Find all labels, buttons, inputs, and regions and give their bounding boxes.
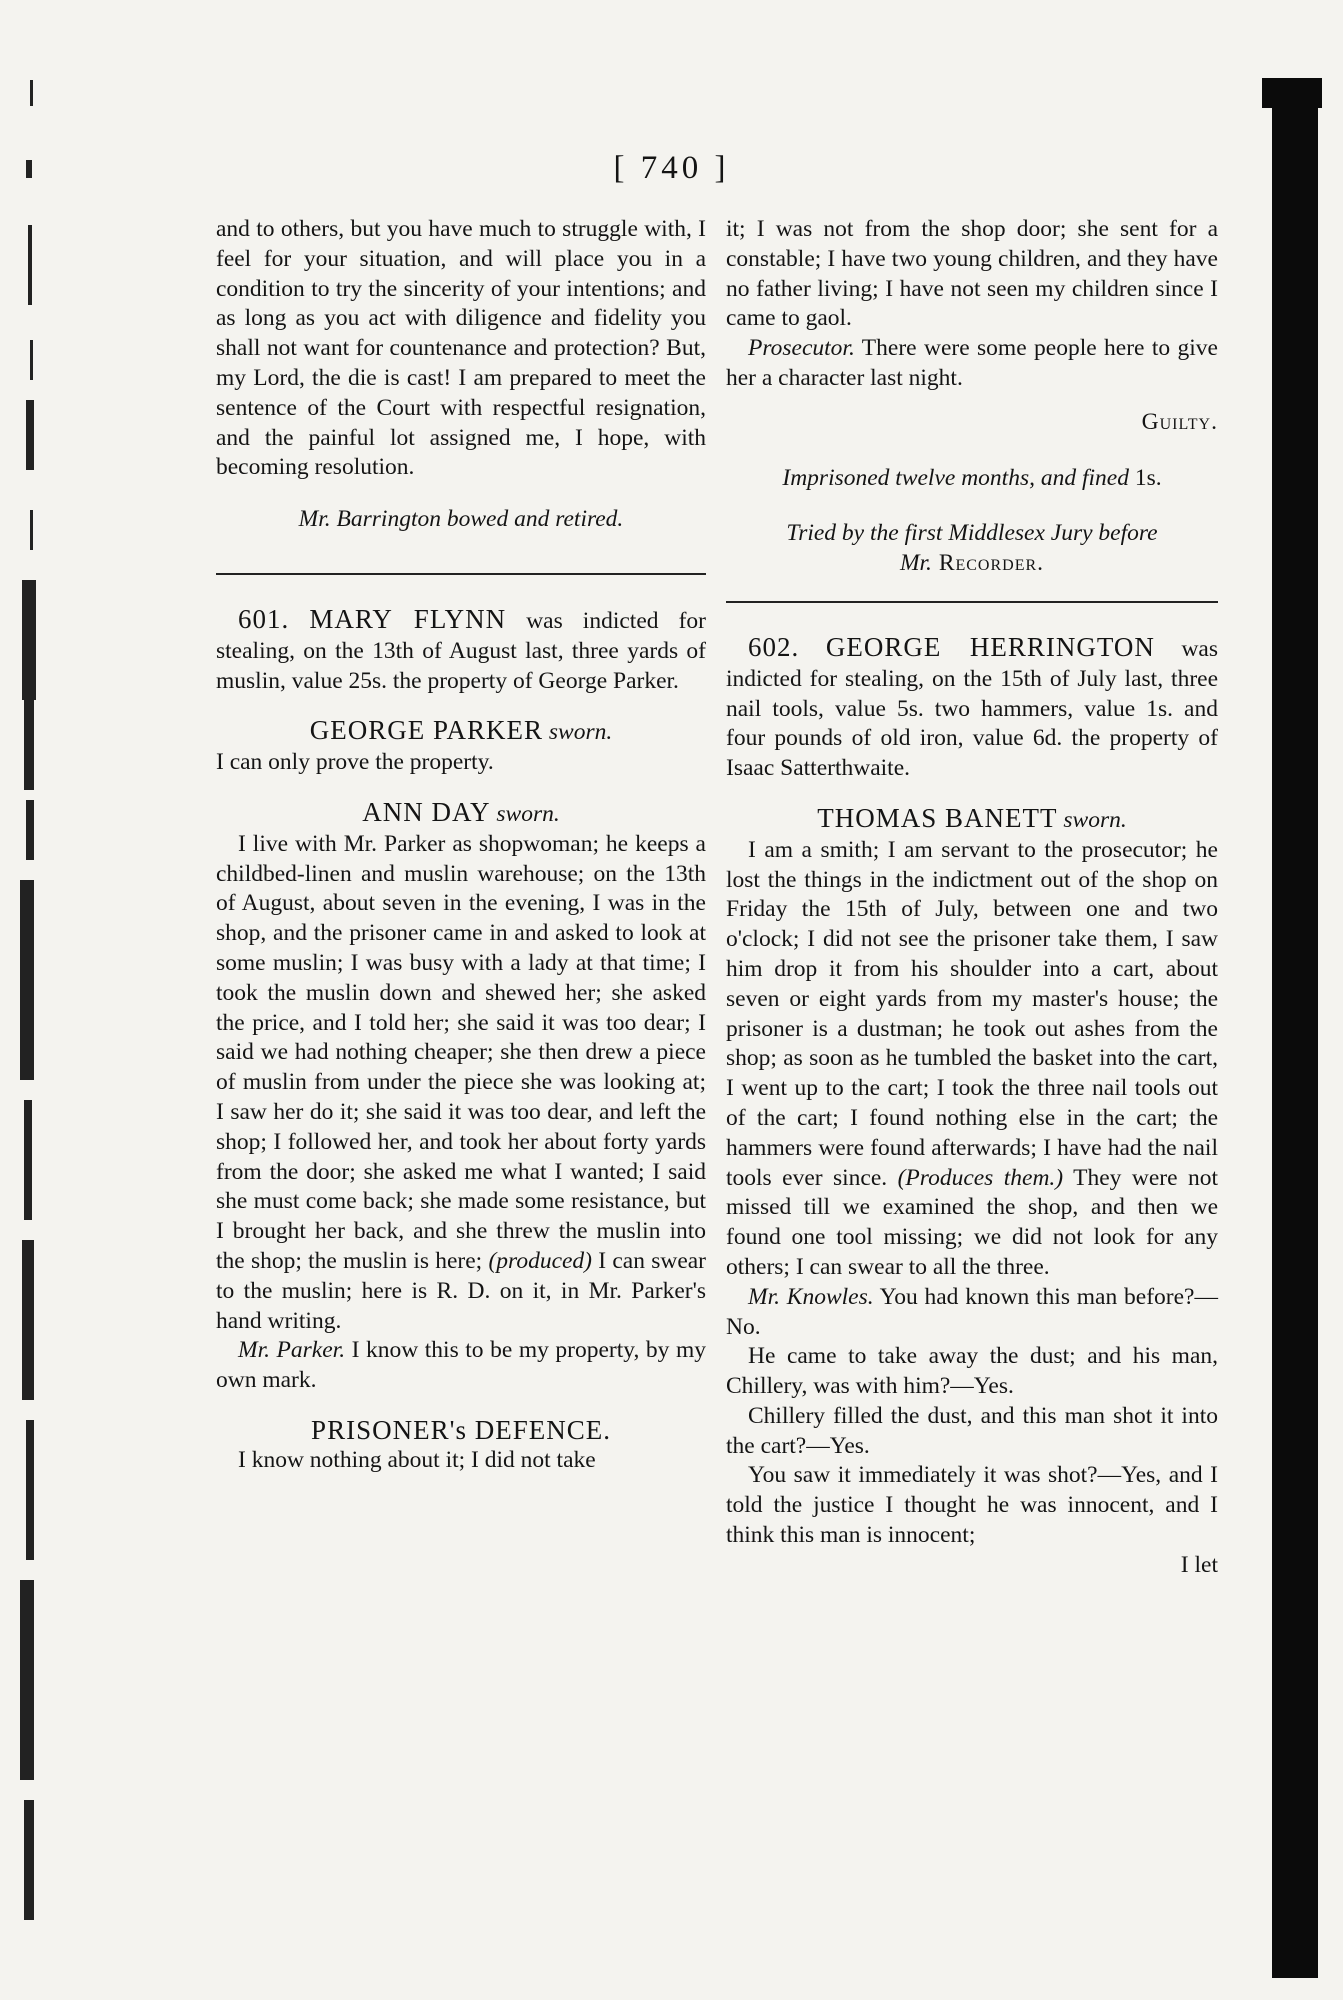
case-601-charge: was indicted for stealing, on the 13th of August last, three yards of muslin, value 25s. the property of George Parker. <box>216 607 706 694</box>
cross-examination-line: Chillery filled the dust, and this man shot it into the cart?—Yes. <box>726 1402 1218 1459</box>
case-601-number: 601. <box>238 603 290 634</box>
speaker: Mr. Parker. <box>238 1337 346 1364</box>
case-601-indictment <box>216 605 706 696</box>
parker-statement <box>216 1336 706 1396</box>
knowles-question <box>726 1283 1218 1343</box>
witness-george-parker-testimony: I can only prove the property. <box>216 749 494 776</box>
testimony-text: I can swear to the muslin; here is R. D. on it, in Mr. Parker's hand writing. <box>216 1247 706 1334</box>
witness-ann-day-heading <box>216 798 706 830</box>
prisoners-defence-text: I know nothing about it; I did not take <box>238 1446 596 1473</box>
scan-edge-marks <box>0 60 60 1940</box>
case-602-defendant: GEORGE HERRINGTON <box>825 631 1155 662</box>
case-602-number: 602. <box>748 631 800 662</box>
barrington-speech-continuation: and to others, but you have much to struggle with, I feel for your situation, and will place you in a condition to try the sincerity of your intentions; and as long as you act with diligence and fidelity you shall not want for countenance and protection? But, my Lord, the die is cast! I am prepared to meet the sentence of the Court with respectful resignation, and the painful lot assigned me, I hope, with becoming resolution. <box>216 216 706 481</box>
left-column <box>216 215 706 1475</box>
speaker: Mr. Knowles. <box>748 1283 874 1310</box>
page-number: [ 740 ] <box>613 150 730 186</box>
sentence-amount: 1s. <box>1128 464 1162 491</box>
testimony-text: I am a smith; I am servant to the prosecutor; he lost the things in the indictment out of the shop on Friday the 15th of July, between one and two o'clock; I did not see the prisoner take them, I saw him drop it from his shoulder into a cart, about seven or eight yards from my master's house; the prisoner is a dustman; he took out ashes from the shop; as soon as he tumbled the basket into the cart, I went up to the cart; I took the three nail tools out of the cart; I found nothing else in the cart; the hammers were found afterwards; I have had the nail tools ever since. <box>726 836 1218 1191</box>
tried-by-line: Tried by the first Middlesex Jury before <box>786 520 1158 547</box>
sworn-label: sworn. <box>496 800 560 827</box>
produced-note: (produced) <box>488 1247 593 1274</box>
defence-continuation: it; I was not from the shop door; she sent for a constable; I have two young children, and they have no father living; I have not seen my children since I came to gaol. <box>726 216 1218 332</box>
question-text: You had known this man before?—No. <box>726 1283 1218 1340</box>
sworn-label: sworn. <box>548 719 613 746</box>
speaker: Prosecutor. <box>748 335 855 362</box>
produces-note: (Produces them.) <box>897 1164 1064 1191</box>
mr-label: Mr. <box>899 550 932 577</box>
section-divider <box>726 601 1218 603</box>
cross-examination-line: He came to take away the dust; and his man, Chillery, was with him?—Yes. <box>726 1343 1218 1400</box>
prosecutor-statement <box>726 334 1218 394</box>
scan-edge-bar <box>1272 78 1318 1978</box>
statement-text: I know this to be my property, by my own mark. <box>216 1337 706 1394</box>
statement-text: There were some people here to give her a character last night. <box>726 335 1218 391</box>
cross-examination-line: You saw it immediately it was shot?—Yes, and I told the justice I thought he was innocent, and I think this man is innocent; <box>726 1462 1218 1549</box>
prisoners-defence-heading: PRISONER's DEFENCE. <box>311 1414 611 1445</box>
witness-george-parker-heading <box>216 716 706 748</box>
witness-name: GEORGE PARKER <box>309 715 544 746</box>
verdict: Guilty. <box>1141 408 1218 435</box>
sentence-text: Imprisoned twelve months, and fined <box>782 464 1129 491</box>
witness-ann-day-testimony <box>216 830 706 1337</box>
tried-by-recorder <box>726 549 1218 579</box>
case-601-defendant: MARY FLYNN <box>309 603 507 634</box>
sentence <box>726 464 1218 494</box>
witness-name: THOMAS BANETT <box>817 802 1058 833</box>
case-602-charge: was indicted for stealing, on the 15th of July last, three nail tools, value 5s. two hammers, value 1s. and four pounds of old iron, value 6d. the property of Isaac Satterthwaite. <box>726 635 1218 782</box>
case-602-indictment <box>726 633 1218 784</box>
testimony-text: They were not missed till we examined the shop, and then we found one tool missing; we did not look for any others; I can swear to all the three. <box>726 1164 1218 1280</box>
catchword: I let <box>1180 1551 1218 1578</box>
recorder-label: Recorder. <box>931 550 1045 577</box>
witness-thomas-banett-testimony <box>726 836 1218 1283</box>
sworn-label: sworn. <box>1063 806 1127 833</box>
barrington-bowed-note: Mr. Barrington bowed and retired. <box>298 506 624 533</box>
witness-name: ANN DAY <box>362 796 491 827</box>
right-column <box>726 215 1218 1581</box>
witness-thomas-banett-heading <box>726 804 1218 836</box>
testimony-text: I live with Mr. Parker as shopwoman; he keeps a childbed-linen and muslin warehouse; on the 13th of August, about seven in the evening, I was in the shop, and the prisoner came in and asked to look at some muslin; I was busy with a lady at that time; I took the muslin down and shewed her; she asked the price, and I told her; she said it was too dear; I said we had nothing cheaper; she then drew a piece of muslin from under the piece she was looking at; I saw her do it; she said it was too dear, and left the shop; I followed her, and took her about forty yards from the door; she asked me what I wanted; I said she must come back; she made some resistance, but I brought her back, and she threw the muslin into the shop; the muslin is here; <box>216 830 706 1274</box>
section-divider <box>216 573 706 575</box>
